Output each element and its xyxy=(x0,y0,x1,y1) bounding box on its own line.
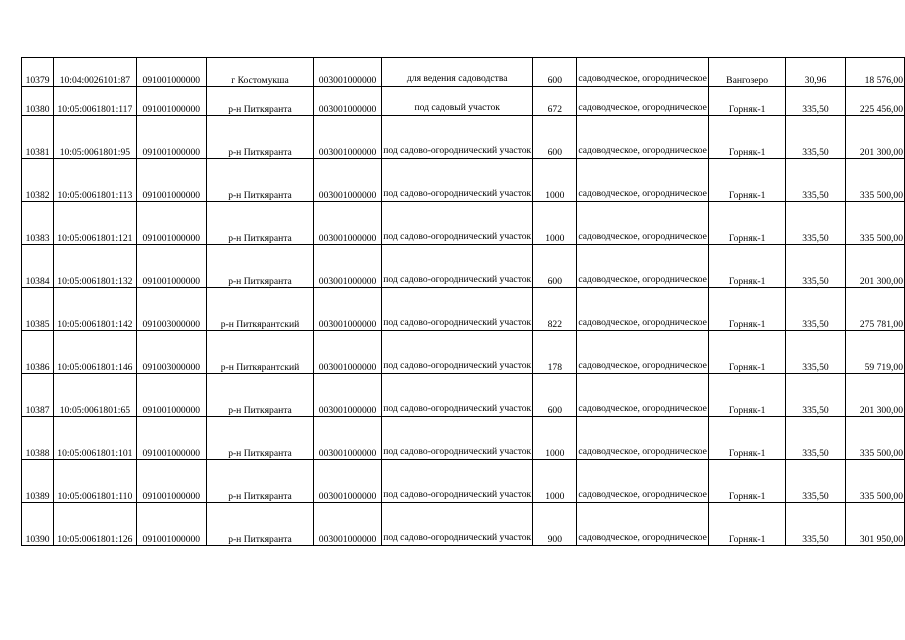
location: р-н Питкярантский xyxy=(207,288,314,331)
cadastral-value: 275 781,00 xyxy=(845,288,904,331)
permitted-use: под садово-огороднический участок xyxy=(382,245,533,288)
cadastral-value: 201 300,00 xyxy=(845,245,904,288)
unit-price: 335,50 xyxy=(786,245,845,288)
land-category: садоводческое, огородническое xyxy=(577,288,709,331)
row-number: 10379 xyxy=(22,58,54,87)
area: 600 xyxy=(533,58,577,87)
location: р-н Питкяранта xyxy=(207,503,314,546)
area: 600 xyxy=(533,374,577,417)
okato-code: 091001000000 xyxy=(136,159,206,202)
location: р-н Питкяранта xyxy=(207,417,314,460)
row-number: 10390 xyxy=(22,503,54,546)
okato-code: 091001000000 xyxy=(136,58,206,87)
unit-price: 30,96 xyxy=(786,58,845,87)
land-category: садоводческое, огородническое xyxy=(577,159,709,202)
table-row xyxy=(22,331,905,374)
unit-price: 335,50 xyxy=(786,503,845,546)
permitted-use: под садово-огороднический участок xyxy=(382,460,533,503)
permitted-use: под садовый участок xyxy=(382,87,533,116)
category-code: 003001000000 xyxy=(313,288,381,331)
area: 900 xyxy=(533,503,577,546)
row-number: 10382 xyxy=(22,159,54,202)
okato-code: 091001000000 xyxy=(136,116,206,159)
unit-price: 335,50 xyxy=(786,87,845,116)
association-name: Горняк-1 xyxy=(708,116,785,159)
area: 178 xyxy=(533,331,577,374)
area: 672 xyxy=(533,87,577,116)
location: р-н Питкяранта xyxy=(207,245,314,288)
land-category: садоводческое, огородническое xyxy=(577,202,709,245)
area: 1000 xyxy=(533,417,577,460)
land-category: садоводческое, огородническое xyxy=(577,331,709,374)
land-category: садоводческое, огородническое xyxy=(577,374,709,417)
okato-code: 091001000000 xyxy=(136,460,206,503)
cadastral-number: 10:04:0026101:87 xyxy=(54,58,136,87)
cadastral-number: 10:05:0061801:121 xyxy=(54,202,136,245)
land-category: садоводческое, огородническое xyxy=(577,245,709,288)
cadastral-value: 201 300,00 xyxy=(845,374,904,417)
permitted-use: под садово-огороднический участок xyxy=(382,116,533,159)
row-number: 10387 xyxy=(22,374,54,417)
location: р-н Питкяранта xyxy=(207,116,314,159)
category-code: 003001000000 xyxy=(313,87,381,116)
area: 600 xyxy=(533,116,577,159)
row-number: 10386 xyxy=(22,331,54,374)
category-code: 003001000000 xyxy=(313,58,381,87)
association-name: Горняк-1 xyxy=(708,460,785,503)
association-name: Горняк-1 xyxy=(708,331,785,374)
category-code: 003001000000 xyxy=(313,116,381,159)
table-row xyxy=(22,116,905,159)
unit-price: 335,50 xyxy=(786,417,845,460)
row-number: 10380 xyxy=(22,87,54,116)
location: г Костомукша xyxy=(207,58,314,87)
category-code: 003001000000 xyxy=(313,202,381,245)
permitted-use: для ведения садоводства xyxy=(382,58,533,87)
cadastral-number: 10:05:0061801:101 xyxy=(54,417,136,460)
permitted-use: под садово-огороднический участок xyxy=(382,159,533,202)
association-name: Горняк-1 xyxy=(708,202,785,245)
location: р-н Питкяранта xyxy=(207,460,314,503)
table-row xyxy=(22,417,905,460)
row-number: 10384 xyxy=(22,245,54,288)
permitted-use: под садово-огороднический участок xyxy=(382,202,533,245)
area: 1000 xyxy=(533,202,577,245)
cadastral-value: 18 576,00 xyxy=(845,58,904,87)
land-category: садоводческое, огородническое xyxy=(577,503,709,546)
table-row xyxy=(22,202,905,245)
row-number: 10388 xyxy=(22,417,54,460)
association-name: Горняк-1 xyxy=(708,87,785,116)
okato-code: 091001000000 xyxy=(136,202,206,245)
cadastral-value: 301 950,00 xyxy=(845,503,904,546)
association-name: Горняк-1 xyxy=(708,245,785,288)
area: 600 xyxy=(533,245,577,288)
category-code: 003001000000 xyxy=(313,460,381,503)
land-category: садоводческое, огородническое xyxy=(577,417,709,460)
table-row xyxy=(22,58,905,87)
unit-price: 335,50 xyxy=(786,460,845,503)
unit-price: 335,50 xyxy=(786,159,845,202)
row-number: 10385 xyxy=(22,288,54,331)
cadastral-value: 335 500,00 xyxy=(845,417,904,460)
association-name: Горняк-1 xyxy=(708,417,785,460)
association-name: Горняк-1 xyxy=(708,374,785,417)
location: р-н Питкяранта xyxy=(207,159,314,202)
table-row xyxy=(22,288,905,331)
area: 822 xyxy=(533,288,577,331)
cadastral-number: 10:05:0061801:146 xyxy=(54,331,136,374)
unit-price: 335,50 xyxy=(786,288,845,331)
row-number: 10389 xyxy=(22,460,54,503)
table-row xyxy=(22,87,905,116)
land-category: садоводческое, огородническое xyxy=(577,116,709,159)
association-name: Горняк-1 xyxy=(708,159,785,202)
cadastral-number: 10:05:0061801:126 xyxy=(54,503,136,546)
okato-code: 091001000000 xyxy=(136,87,206,116)
table-row xyxy=(22,159,905,202)
cadastral-value: 335 500,00 xyxy=(845,159,904,202)
cadastral-value: 335 500,00 xyxy=(845,202,904,245)
cadastral-value: 59 719,00 xyxy=(845,331,904,374)
association-name: Горняк-1 xyxy=(708,503,785,546)
unit-price: 335,50 xyxy=(786,116,845,159)
cadastral-number: 10:05:0061801:113 xyxy=(54,159,136,202)
location: р-н Питкяранта xyxy=(207,202,314,245)
location: р-н Питкяранта xyxy=(207,374,314,417)
category-code: 003001000000 xyxy=(313,374,381,417)
okato-code: 091003000000 xyxy=(136,331,206,374)
permitted-use: под садово-огороднический участок xyxy=(382,331,533,374)
okato-code: 091001000000 xyxy=(136,503,206,546)
cadastral-number: 10:05:0061801:142 xyxy=(54,288,136,331)
table-row xyxy=(22,245,905,288)
cadastral-number: 10:05:0061801:110 xyxy=(54,460,136,503)
cadastral-number: 10:05:0061801:95 xyxy=(54,116,136,159)
okato-code: 091001000000 xyxy=(136,245,206,288)
land-category: садоводческое, огородническое xyxy=(577,87,709,116)
land-category: садоводческое, огородническое xyxy=(577,58,709,87)
unit-price: 335,50 xyxy=(786,202,845,245)
category-code: 003001000000 xyxy=(313,159,381,202)
unit-price: 335,50 xyxy=(786,374,845,417)
location: р-н Питкяранта xyxy=(207,87,314,116)
area: 1000 xyxy=(533,460,577,503)
permitted-use: под садово-огороднический участок xyxy=(382,417,533,460)
permitted-use: под садово-огороднический участок xyxy=(382,503,533,546)
cadastral-value: 201 300,00 xyxy=(845,116,904,159)
cadastral-number: 10:05:0061801:65 xyxy=(54,374,136,417)
cadastral-value-table xyxy=(21,57,905,546)
permitted-use: под садово-огороднический участок xyxy=(382,374,533,417)
row-number: 10381 xyxy=(22,116,54,159)
okato-code: 091003000000 xyxy=(136,288,206,331)
table-row xyxy=(22,460,905,503)
area: 1000 xyxy=(533,159,577,202)
category-code: 003001000000 xyxy=(313,331,381,374)
table-row xyxy=(22,503,905,546)
cadastral-number: 10:05:0061801:117 xyxy=(54,87,136,116)
cadastral-value: 335 500,00 xyxy=(845,460,904,503)
table-row xyxy=(22,374,905,417)
okato-code: 091001000000 xyxy=(136,374,206,417)
cadastral-value: 225 456,00 xyxy=(845,87,904,116)
unit-price: 335,50 xyxy=(786,331,845,374)
permitted-use: под садово-огороднический участок xyxy=(382,288,533,331)
category-code: 003001000000 xyxy=(313,503,381,546)
category-code: 003001000000 xyxy=(313,245,381,288)
association-name: Вангозеро xyxy=(708,58,785,87)
category-code: 003001000000 xyxy=(313,417,381,460)
row-number: 10383 xyxy=(22,202,54,245)
okato-code: 091001000000 xyxy=(136,417,206,460)
cadastral-number: 10:05:0061801:132 xyxy=(54,245,136,288)
land-category: садоводческое, огородническое xyxy=(577,460,709,503)
location: р-н Питкярантский xyxy=(207,331,314,374)
association-name: Горняк-1 xyxy=(708,288,785,331)
